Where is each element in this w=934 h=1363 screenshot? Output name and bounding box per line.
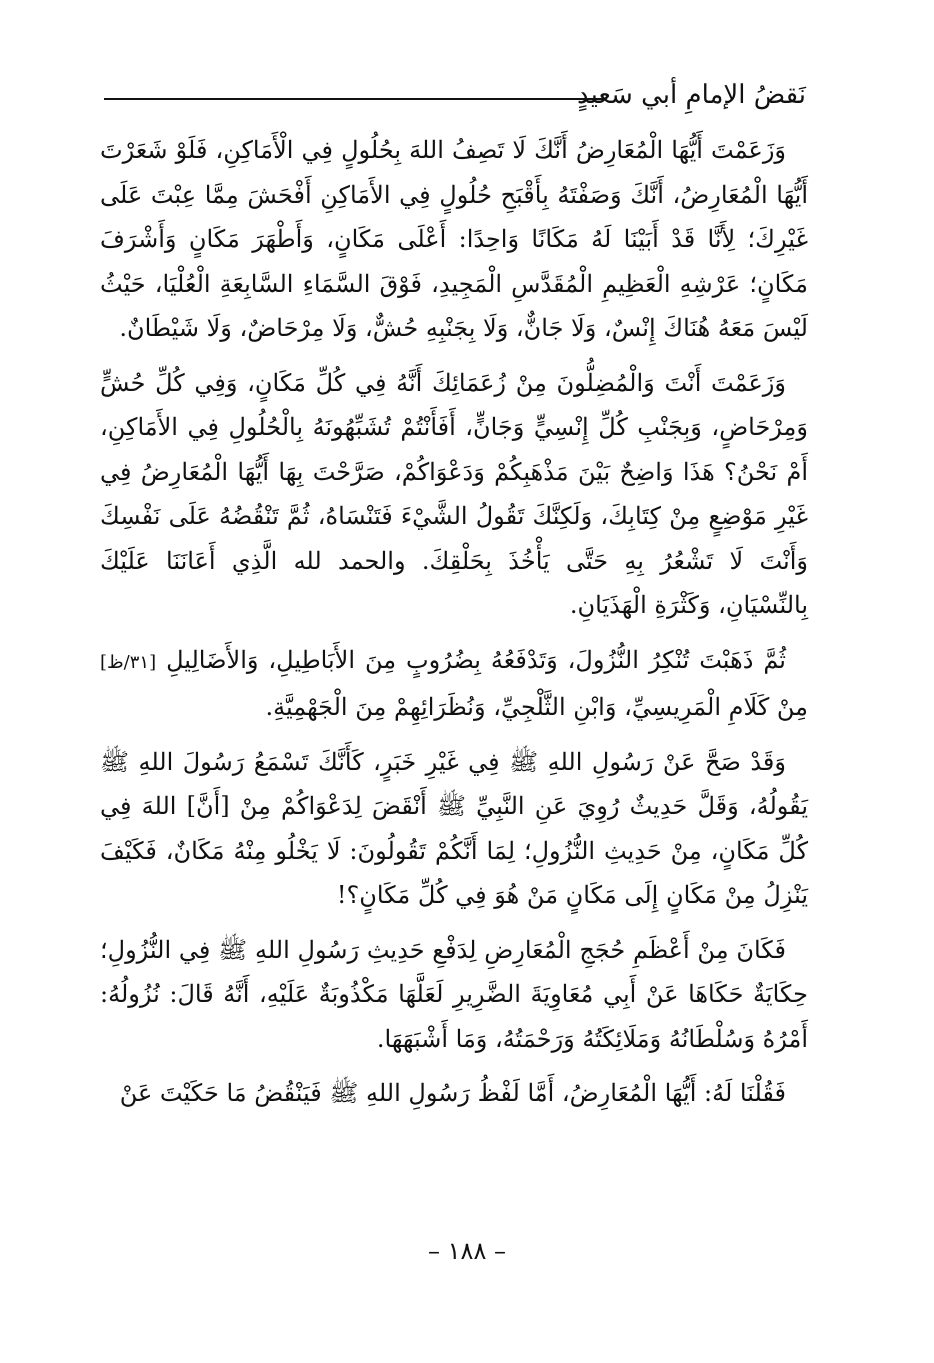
- paragraph-text: ثُمَّ ذَهَبْتَ تُنْكِرُ النُّزُولَ، وَتَدْفَعُهُ بِضُرُوبٍ مِنَ الأَبَاطِيلِ، وَالأَضَالِيلِ: [166, 645, 786, 674]
- page-body: [100, 128, 808, 1116]
- paragraph: وَزَعَمْتَ أَيُّهَا الْمُعَارِضُ أَنَّكَ لَا تَصِفُ اللهَ بِحُلُولٍ فِي الْأَمَاكِنِ، فَلَوْ شَعَرْتَ أَيُّهَا الْمُعَارِضُ، أَنَّكَ وَصَفْتَهُ بِأَقْبَحِ حُلُولٍ فِي الأَمَاكِنِ أَفْحَشَ مِمَّا عِبْتَ عَلَى غَيْرِكَ؛ لِأَنَّا قَدْ أَبَيْنَا لَهُ مَكَانًا وَاحِدًا: أَعْلَى مَكَانٍ، وَأَطْهَرَ مَكَانٍ وَأَشْرَفَ مَكَانٍ؛ عَرْشِهِ الْعَظِيمِ الْمُقَدَّسِ الْمَجِيدِ، فَوْقَ السَّمَاءِ السَّابِعَةِ الْعُلْيَا، حَيْثُ لَيْسَ مَعَهُ هُنَاكَ إِنْسٌ، وَلَا جَانٌّ، وَلَا بِجَنْبِهِ حُشٌّ، وَلَا مِرْحَاضٌ، وَلَا شَيْطَانٌ.: [100, 136, 808, 342]
- paragraph: [100, 638, 808, 730]
- paragraph: وَقَدْ صَحَّ عَنْ رَسُولِ اللهِ ﷺ فِي غَيْرِ خَبَرٍ، كَأَنَّكَ تَسْمَعُ رَسُولَ اللهِ ﷺ يَقُولُهُ، وَقَلَّ حَدِيثٌ رُوِيَ عَنِ النَّبِيِّ ﷺ أَنْقَضَ لِدَعْوَاكُمْ مِنْ [أَنَّ] اللهَ فِي كُلِّ مَكَانٍ، مِنْ حَدِيثِ النُّزُولِ؛ لِمَا أَنَّكُمْ تَقُولُونَ: لَا يَخْلُو مِنْهُ مَكَانٌ، فَكَيْفَ يَنْزِلُ مِنْ مَكَانٍ إِلَى مَكَانٍ مَنْ هُوَ فِي كُلِّ مَكَانٍ؟!: [100, 747, 808, 909]
- page-number: – ١٨٨ –: [428, 1237, 506, 1265]
- header-rule: [104, 98, 604, 100]
- paragraph-text: مِنْ كَلَامِ الْمَرِيسِيِّ، وَابْنِ الثَّلْجِيِّ، وَنُظَرَائِهِمْ مِنَ الْجَهْمِيَّةِ.: [265, 693, 808, 721]
- header-title: نَقضُ الإمامِ أبي سَعيدٍ: [577, 80, 806, 110]
- paragraph: فَقُلْنَا لَهُ: أَيُّهَا الْمُعَارِضُ، أَمَّا لَفْظُ رَسُولِ اللهِ ﷺ فَيَنْقُضُ مَا حَكَيْتَ عَنْ: [119, 1079, 786, 1107]
- paragraph: فَكَانَ مِنْ أَعْظَمِ حُجَجِ الْمُعَارِضِ لِدَفْعِ حَدِيثِ رَسُولِ اللهِ ﷺ فِي النُّزُولِ؛ حِكَايَةٌ حَكَاهَا عَنْ أَبِي مُعَاوِيَةَ الضَّرِيرِ لَعَلَّهَا مَكْذُوبَةٌ عَلَيْهِ، أَنَّهُ قَالَ: نُزُولُهُ: أَمْرُهُ وَسُلْطَانُهُ وَمَلَائِكَتُهُ وَرَحْمَتُهُ، وَمَا أَشْبَهَهَا.: [100, 935, 808, 1053]
- running-header: [104, 80, 806, 112]
- paragraph: وَزَعَمْتَ أَنْتَ وَالْمُضِلُّونَ مِنْ زُعَمَائِكَ أَنَّهُ فِي كُلِّ مَكَانٍ، وَفِي كُلِّ حُشٍّ وَمِرْحَاضٍ، وَبِجَنْبِ كُلِّ إِنْسِيٍّ وَجَانٍّ، أَفَأَنْتُمْ تُشَبِّهُونَهُ بِالْحُلُولِ فِي الأَمَاكِنِ، أَمْ نَحْنُ؟ هَذَا وَاضِحٌ بَيْنَ مَذْهَبِكُمْ وَدَعْوَاكُمْ، صَرَّحْتَ بِهَا أَيُّهَا الْمُعَارِضُ فِي غَيْرِ مَوْضِعٍ مِنْ كِتَابِكَ، وَلَكِنَّكَ تَقُولُ الشَّيْءَ فَتَنْسَاهُ، ثُمَّ تَنْقُضُهُ عَلَى نَفْسِكَ وَأَنْتَ لَا تَشْعُرُ بِهِ حَتَّى يَأْخُذَ بِحَلْقِكَ. والحمد لله الَّذِي أَعَانَنَا عَلَيْكَ بِالنِّسْيَانِ، وَكَثْرَةِ الْهَذَيَانِ.: [100, 368, 808, 619]
- folio-reference: [٣١/ظ]: [100, 651, 157, 673]
